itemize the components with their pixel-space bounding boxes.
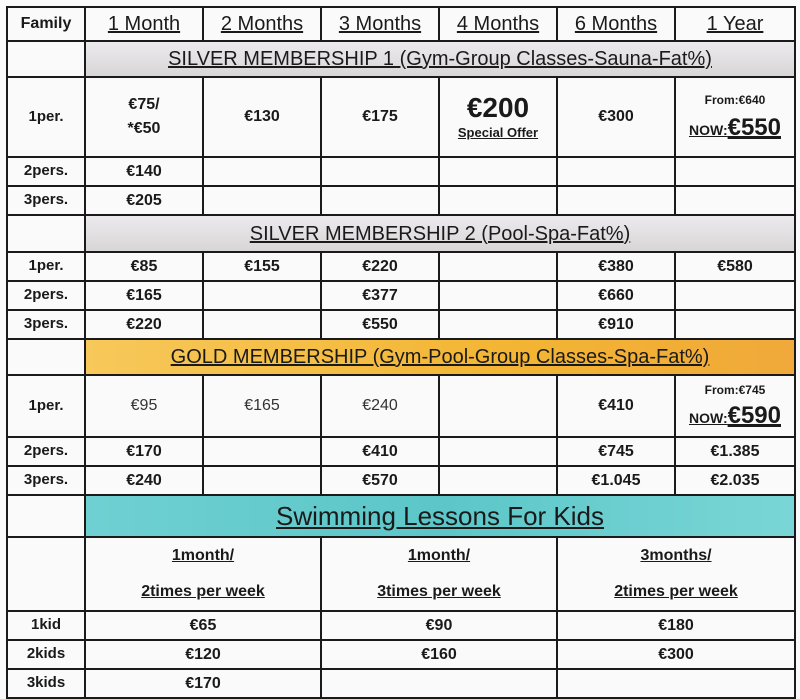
row-label: 3kids — [7, 669, 85, 698]
price-cell: €910 — [557, 310, 675, 339]
price-cell: €120 — [85, 640, 321, 669]
price-cell: €180 — [557, 611, 795, 640]
empty-cell — [439, 281, 557, 310]
period-header-3-months: 3 Months — [321, 7, 439, 41]
table-row — [7, 281, 795, 310]
silver1-band-row — [7, 41, 795, 77]
gold-band-row — [7, 339, 795, 375]
plan-frequency: 3times per week — [377, 583, 501, 600]
now-label: NOW: — [688, 409, 728, 426]
price-cell: €220 — [321, 252, 439, 281]
period-header-1-year: 1 Year — [675, 7, 795, 41]
empty-cell — [439, 437, 557, 466]
row-label: 1per. — [7, 375, 85, 437]
silver2-band-row — [7, 215, 795, 252]
price-cell: €95 — [85, 375, 203, 437]
plan-frequency: 2times per week — [141, 583, 265, 600]
empty-cell — [675, 310, 795, 339]
price-regular: €75/ — [128, 96, 160, 114]
period-header-2-months: 2 Months — [203, 7, 321, 41]
empty-cell — [675, 186, 795, 215]
price-cell: €410 — [321, 437, 439, 466]
price-cell: €175 — [321, 77, 439, 157]
period-header-1-month: 1 Month — [85, 7, 203, 41]
table-row — [7, 466, 795, 495]
price-cell: €570 — [321, 466, 439, 495]
row-label: 2pers. — [7, 281, 85, 310]
table-row — [7, 77, 795, 157]
price-cell: €410 — [557, 375, 675, 437]
empty-cell — [321, 157, 439, 186]
from-price: From:€640 — [704, 93, 766, 108]
plan-duration: 3months/ — [640, 547, 712, 565]
price-cell: €240 — [85, 466, 203, 495]
price-cell: €2.035 — [675, 466, 795, 495]
swim-plan-header — [557, 537, 795, 611]
price-cell: €205 — [85, 186, 203, 215]
price-cell: €1.045 — [557, 466, 675, 495]
table-row — [7, 310, 795, 339]
price-cell — [85, 77, 203, 157]
empty-cell — [675, 157, 795, 186]
price-cell: €550 — [321, 310, 439, 339]
empty-cell — [675, 281, 795, 310]
empty-cell — [557, 157, 675, 186]
row-label: 3pers. — [7, 466, 85, 495]
special-offer-cell — [439, 77, 557, 157]
now-amount: €550 — [727, 113, 781, 141]
special-offer-label: Special Offer — [457, 124, 539, 140]
silver1-title: SILVER MEMBERSHIP 1 (Gym-Group Classes-Sauna-Fat%) — [85, 41, 795, 77]
price-cell: €580 — [675, 252, 795, 281]
row-label: 2pers. — [7, 437, 85, 466]
year-offer-cell — [675, 77, 795, 157]
price-cell: €90 — [321, 611, 557, 640]
now-amount: €590 — [727, 401, 781, 429]
price-cell: €380 — [557, 252, 675, 281]
price-cell: €220 — [85, 310, 203, 339]
empty-cell — [557, 186, 675, 215]
price-cell: €160 — [321, 640, 557, 669]
period-header-6-months: 6 Months — [557, 7, 675, 41]
price-table — [6, 6, 796, 699]
price-cell: €130 — [203, 77, 321, 157]
empty-cell — [203, 186, 321, 215]
blank-cell — [7, 41, 85, 77]
table-row — [7, 640, 795, 669]
price-cell: €1.385 — [675, 437, 795, 466]
empty-cell — [203, 310, 321, 339]
price-cell: €300 — [557, 640, 795, 669]
empty-cell — [439, 186, 557, 215]
row-label: 1kid — [7, 611, 85, 640]
empty-cell — [439, 157, 557, 186]
price-cell: €165 — [85, 281, 203, 310]
price-discount: *€50 — [127, 120, 161, 137]
table-row — [7, 611, 795, 640]
swim-title: Swimming Lessons For Kids — [85, 495, 795, 537]
empty-cell — [439, 310, 557, 339]
table-row — [7, 157, 795, 186]
price-cell: €65 — [85, 611, 321, 640]
table-row — [7, 252, 795, 281]
period-header-4-months: 4 Months — [439, 7, 557, 41]
empty-cell — [203, 437, 321, 466]
plan-duration: 1month/ — [171, 547, 235, 565]
row-label: 2pers. — [7, 157, 85, 186]
table-row — [7, 186, 795, 215]
blank-cell — [7, 495, 85, 537]
empty-cell — [439, 466, 557, 495]
price-cell: €155 — [203, 252, 321, 281]
swim-plans-row — [7, 537, 795, 611]
swim-plan-header — [321, 537, 557, 611]
header-row — [7, 7, 795, 41]
now-label: NOW: — [688, 121, 728, 138]
gold-title: GOLD MEMBERSHIP (Gym-Pool-Group Classes-Spa-Fat%) — [85, 339, 795, 375]
from-price: From:€745 — [704, 383, 766, 398]
price-cell: €377 — [321, 281, 439, 310]
year-offer-cell — [675, 375, 795, 437]
price-cell: €170 — [85, 669, 321, 698]
price-cell: €170 — [85, 437, 203, 466]
blank-cell — [7, 537, 85, 611]
empty-cell — [439, 252, 557, 281]
empty-cell — [203, 466, 321, 495]
blank-cell — [7, 215, 85, 252]
row-label: 2kids — [7, 640, 85, 669]
price-cell: €140 — [85, 157, 203, 186]
family-header: Family — [7, 7, 85, 41]
empty-cell — [321, 186, 439, 215]
special-offer-price: €200 — [466, 91, 530, 123]
empty-cell — [203, 157, 321, 186]
swim-band-row — [7, 495, 795, 537]
row-label: 3pers. — [7, 186, 85, 215]
empty-cell — [203, 281, 321, 310]
empty-cell — [439, 375, 557, 437]
empty-cell — [557, 669, 795, 698]
row-label: 1per. — [7, 77, 85, 157]
price-cell: €745 — [557, 437, 675, 466]
plan-duration: 1month/ — [407, 547, 471, 565]
now-price — [688, 401, 781, 429]
swim-plan-header — [85, 537, 321, 611]
table-row — [7, 437, 795, 466]
row-label: 1per. — [7, 252, 85, 281]
table-row — [7, 375, 795, 437]
table-row — [7, 669, 795, 698]
price-cell: €660 — [557, 281, 675, 310]
plan-frequency: 2times per week — [614, 583, 738, 600]
price-cell: €240 — [321, 375, 439, 437]
empty-cell — [321, 669, 557, 698]
price-cell: €165 — [203, 375, 321, 437]
price-cell: €300 — [557, 77, 675, 157]
blank-cell — [7, 339, 85, 375]
silver2-title: SILVER MEMBERSHIP 2 (Pool-Spa-Fat%) — [85, 215, 795, 252]
price-cell: €85 — [85, 252, 203, 281]
row-label: 3pers. — [7, 310, 85, 339]
now-price — [688, 113, 781, 141]
